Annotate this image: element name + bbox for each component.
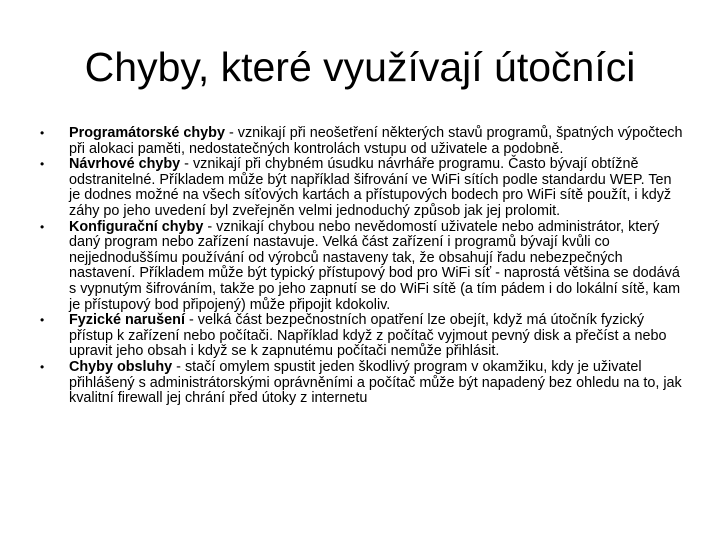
bullet-list	[40, 126, 686, 407]
bullet-term: Návrhové chyby	[69, 156, 181, 173]
bullet-item-programming-errors	[40, 126, 686, 157]
bullet-dot-icon: •	[40, 157, 45, 172]
bullet-term: Programátorské chyby	[69, 125, 225, 141]
bullet-dot-icon: •	[40, 313, 45, 328]
bullet-text: - stačí omylem spustit jeden škodlivý program v okamžiku, kdy je uživatel přihlášený s administrátorskými oprávněními a počítač může být napadený bez ohledu na to, jak kvalitní firewall jej chrání před útoky z internetu	[69, 358, 682, 407]
bullet-item-design-errors	[40, 157, 686, 219]
bullet-dot-icon: •	[40, 126, 45, 140]
bullet-item-physical-intrusion	[40, 313, 686, 360]
bullet-text: - vznikají chybou nebo nevědomostí uživatele nebo administrátor, který daný program nebo zařízení nastavuje. Velká část zařízení i programů bývají kvůli co nejjednoduššímu používání od výrobců nastaveny tak, že obsahují řadu nebezpečných nastavení. Příkladem může být typický přístupový bod pro WiFi síť - naprostá většina se dodává s vypnutým šifrováním, takže po jeho zapnutí se do WiFi sítě (a tím pádem i do lokální sítě, kam je přístupový bod připojený) může připojit kdokoliv.	[69, 218, 681, 313]
bullet-text: - vznikají při chybném úsudku návrháře programu. Často bývají obtížně odstranitelné. Příkladem může být například šifrování ve WiFi sítích podle standardu WEP. Ten je dodnes možné na všech síťových kartách a přístupových bodech pro WiFi sítě použít, i když záhy po jeho uvedení byl zveřejněn velmi jednoduchý způsob jak jej prolomit.	[69, 156, 672, 219]
bullet-text: - velká část bezpečnostních opatření lze obejít, když má útočník fyzický přístup k zařízení nebo počítači. Například když z počítač vyjmout pevný disk a přečíst a nebo upravit jeho obsah i když se k zapnutému počítači nemůže přihlásit.	[69, 312, 667, 360]
bullet-text: - vznikají při neošetření některých stavů programů, špatných výpočtech při alokaci paměti, nedostatečných kontrolách vstupu od uživatele a podobně.	[69, 125, 683, 157]
bullet-item-operator-errors	[40, 360, 686, 407]
bullet-term: Konfigurační chyby	[69, 218, 204, 235]
bullet-item-configuration-errors	[40, 220, 686, 314]
bullet-dot-icon: •	[40, 359, 45, 374]
slide-title: Chyby, které využívají útočníci	[84, 44, 636, 90]
bullet-term: Chyby obsluhy	[69, 358, 173, 375]
bullet-term: Fyzické narušení	[69, 312, 185, 329]
bullet-dot-icon: •	[40, 219, 45, 234]
